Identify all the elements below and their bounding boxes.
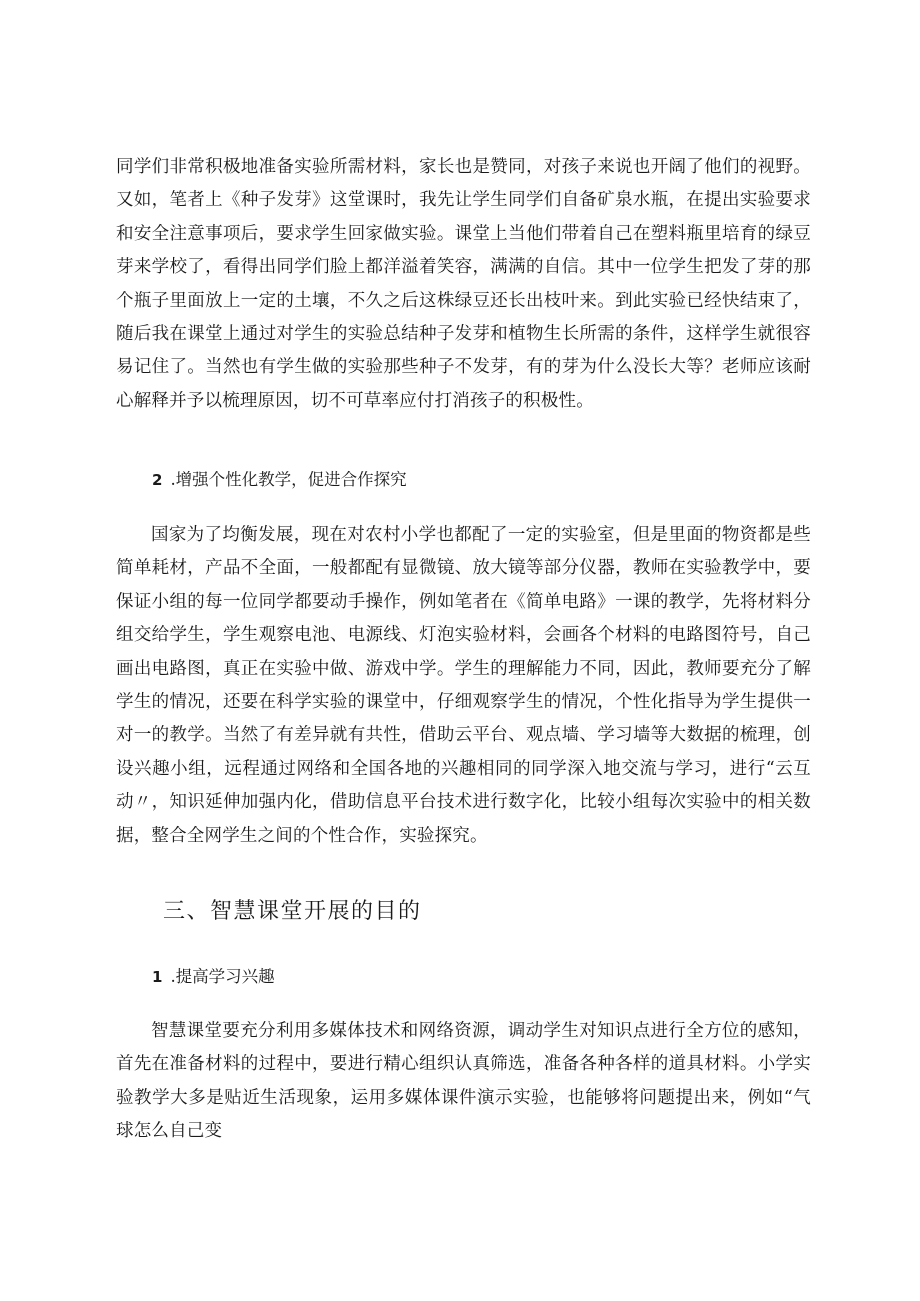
- paragraph-rural-lab: 国家为了均衡发展，现在对农村小学也都配了一定的实验室，但是里面的物资都是些简单耗材，产品不全面，一般都配有显微镜、放大镜等部分仪器，教师在实验教学中，要保证小组的每一位同学都要动手操作，例如笔者在《简单电路》一课的教学，先将材料分组交给学生，学生观察电池、电源线、灯泡实验材料，会画各个材料的电路图符号，自己画出电路图，真正在实验中做、游戏中学。学生的理解能力不同，因此，教师要充分了解学生的情况，还要在科学实验的课堂中，仔细观察学生的情况，个性化指导为学生提供一对一的教学。当然了有差异就有共性，借助云平台、观点墙、学习墙等大数据的梳理，创设兴趣小组，远程通过网络和全国各地的兴趣相同的同学深入地交流与学习，进行“云互动〃，知识延伸加强内化，借助信息平台技术进行数字化，比较小组每次实验中的相关数据，整合全网学生之间的个性合作，实验探究。: [116, 525, 811, 846]
- section-title: 三、智慧课堂开展的目的: [163, 899, 422, 924]
- paragraph-seed-germination: 同学们非常积极地准备实验所需材料，家长也是赞同，对孩子来说也开阔了他们的视野。又如，笔者上《种子发芽》这堂课时，我先让学生同学们自备矿泉水瓶，在提出实验要求和安全注意事项后，要求学生回家做实验。课堂上当他们带着自己在塑料瓶里培育的绿豆芽来学校了，看得出同学们脸上都洋溢着笑容，满满的自信。其中一位学生把发了芽的那个瓶子里面放上一定的土壤，不久之后这株绿豆还长出枝叶来。到此实验已经快结束了，随后我在课堂上通过对学生的实验总结种子发芽和植物生长所需的条件，这样学生就很容易记住了。当然也有学生做的实验那些种子不发芽，有的芽为什么没长大等？老师应该耐心解释并予以梳理原因，切不可草率应付打消孩子的积极性。: [116, 157, 811, 411]
- subheading-learning-interest: [152, 965, 275, 989]
- subheading-personalized-teaching: [152, 468, 407, 492]
- paragraph-smart-classroom: 智慧课堂要充分利用多媒体技术和网络资源，调动学生对知识点进行全方位的感知，首先在准备材料的过程中，要进行精心组织认真筛选，准备各种各样的道具材料。小学实验教学大多是贴近生活现象，运用多媒体课件演示实验，也能够将问题提出来，例如“气球怎么自己变: [116, 1021, 811, 1142]
- subheading-text: .增强个性化教学，促进合作探究: [170, 470, 407, 489]
- subheading-number: 1: [152, 968, 163, 986]
- subheading-number: 2: [152, 471, 163, 489]
- subheading-text: .提高学习兴趣: [170, 967, 275, 986]
